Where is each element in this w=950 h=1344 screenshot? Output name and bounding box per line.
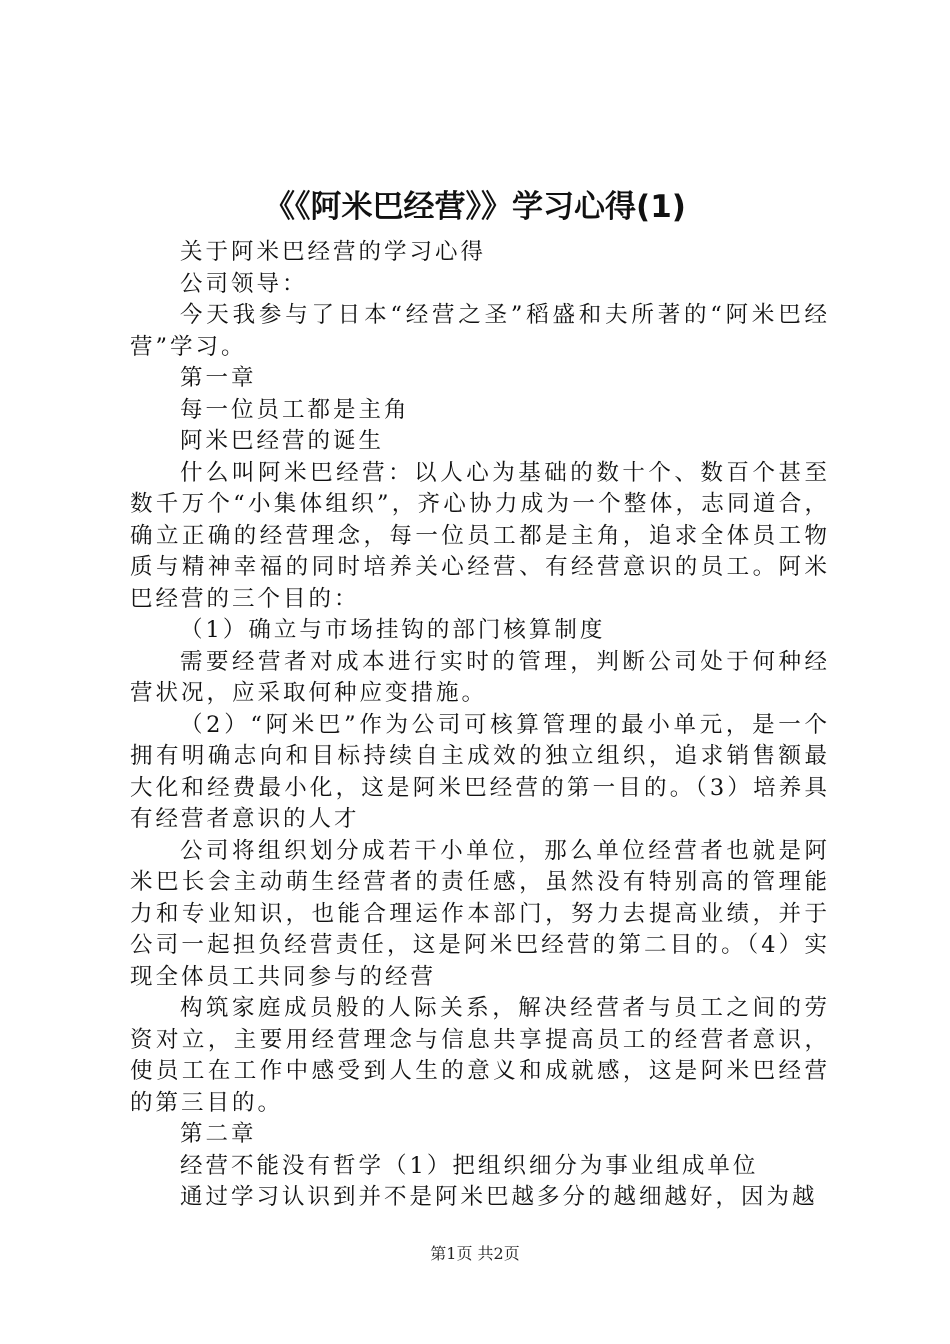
paragraph: 今天我参与了日本“经营之圣”稻盛和夫所著的“阿米巴经营”学习。 [130,302,830,360]
document-body [130,237,830,1214]
page-footer: 第1页 共2页 [430,1244,520,1263]
paragraph: 通过学习认识到并不是阿米巴越多分的越细越好，因为越 [180,1184,818,1210]
paragraph: 构筑家庭成员般的人际关系，解决经营者与员工之间的劳资对立，主要用经营理念与信息共享提高员工的经营者意识，使员工在工作中感受到人生的意义和成就感，这是阿米巴经营的第三目的。 [130,995,830,1116]
paragraph: 公司将组织划分成若干小单位，那么单位经营者也就是阿米巴长会主动萌生经营者的责任感，虽然没有特别高的管理能力和专业知识，也能合理运作本部门，努力去提高业绩，并于公司一起担负经营责任，这是阿米巴经营的第二目的。（4）实现全体员工共同参与的经营 [130,837,830,990]
paragraph: 每一位员工都是主角 [180,396,410,423]
paragraph: 关于阿米巴经营的学习心得 [180,239,487,265]
paragraph: 需要经营者对成本进行实时的管理，判断公司处于何种经营状况，应采取何种应变措施。 [130,648,830,706]
paragraph: 什么叫阿米巴经营：以人心为基础的数十个、数百个甚至数千万个“小集体组织”，齐心协力成为一个整体，志同道合，确立正确的经营理念，每一位员工都是主角，追求全体员工物质与精神幸福的同时培养关心经营、有经营意识的员工。阿米巴经营的三个目的： [130,459,830,612]
chapter-heading: 第二章 [180,1121,257,1147]
paragraph: （1）确立与市场挂钩的部门核算制度 [180,617,606,643]
document-title: 《《阿米巴经营》》学习心得(1) [264,189,686,225]
paragraph: 经营不能没有哲学（1）把组织细分为事业组成单位 [180,1152,759,1179]
paragraph: 公司领导： [180,270,308,297]
paragraph: 阿米巴经营的诞生 [180,428,385,454]
paragraph: （2）“阿米巴”作为公司可核算管理的最小单元，是一个拥有明确志向和目标持续自主成效的独立组织，追求销售额最大化和经费最小化，这是阿米巴经营的第一目的。（3）培养具有经营者意识的人才 [130,711,830,832]
chapter-heading: 第一章 [180,365,257,391]
